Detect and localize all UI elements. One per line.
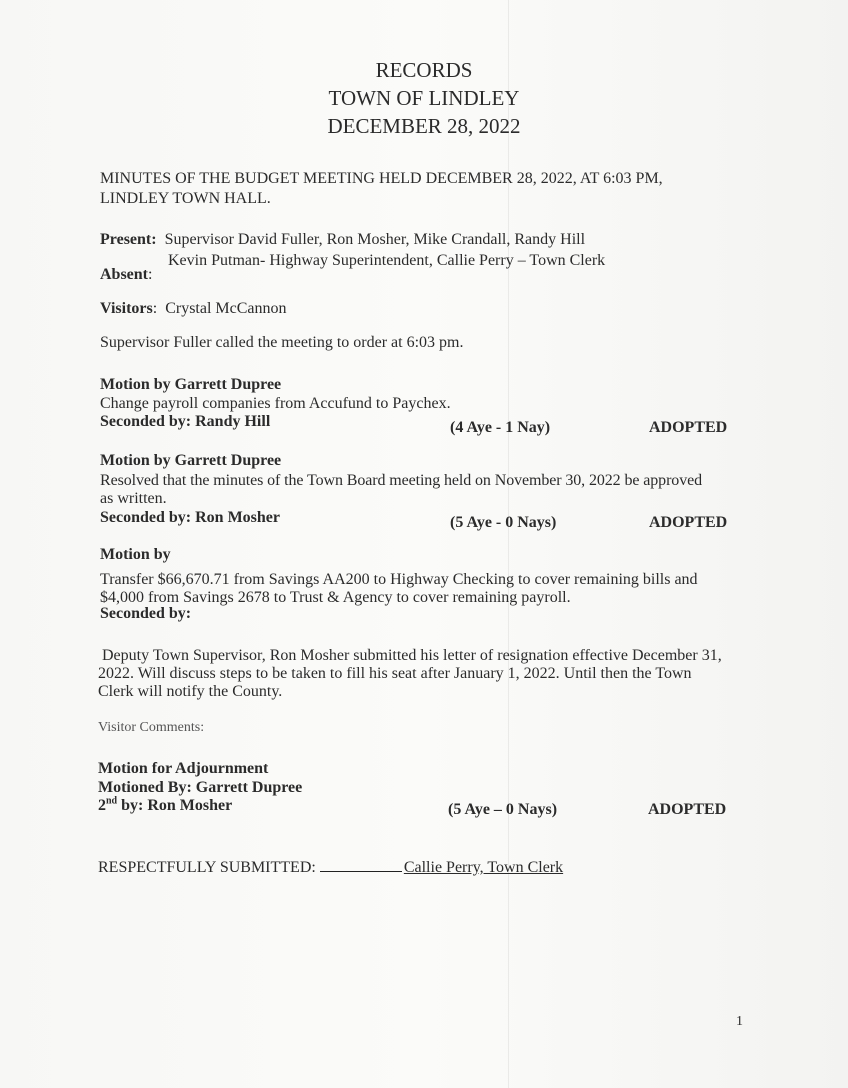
- motion-1-result: ADOPTED: [649, 419, 728, 436]
- records-heading: RECORDS: [375, 58, 473, 82]
- motion-1-vote: (4 Aye - 1 Nay): [450, 419, 551, 436]
- absent-row: Absent:: [100, 266, 153, 283]
- call-to-order: Supervisor Fuller called the meeting to order at 6:03 pm.: [100, 334, 464, 351]
- submitted-label: RESPECTFULLY SUBMITTED:: [98, 859, 316, 876]
- motion-2-heading: Motion by Garrett Dupree: [100, 452, 282, 469]
- adjournment-vote: (5 Aye – 0 Nays): [448, 801, 558, 818]
- adjournment-motioned: Motioned By: Garrett Dupree: [98, 779, 303, 796]
- adjournment-heading: Motion for Adjournment: [98, 760, 269, 777]
- page-number: 1: [736, 1014, 743, 1029]
- resignation-line-1: Deputy Town Supervisor, Ron Mosher submitted his letter of resignation effective December 31,: [102, 647, 722, 664]
- present-line-2: Kevin Putman- Highway Superintendent, Callie Perry – Town Clerk: [168, 252, 606, 269]
- intro-line-1: MINUTES OF THE BUDGET MEETING HELD DECEMBER 28, 2022, AT 6:03 PM,: [100, 170, 663, 187]
- resignation-line-2: 2022. Will discuss steps to be taken to fill his seat after January 1, 2022. Until then the Town: [98, 665, 692, 682]
- present-line-1: Supervisor David Fuller, Ron Mosher, Mike Crandall, Randy Hill: [164, 231, 586, 248]
- visitor-comments: Visitor Comments:: [98, 720, 205, 735]
- motion-2-seconded: Seconded by: Ron Mosher: [100, 509, 281, 526]
- signer-name: Callie Perry, Town Clerk: [403, 859, 564, 876]
- motion-3-text-1: Transfer $66,670.71 from Savings AA200 to Highway Checking to cover remaining bills and: [100, 571, 698, 588]
- absent-label: Absent: [100, 266, 149, 283]
- town-title: TOWN OF LINDLEY: [328, 86, 520, 110]
- motion-3-seconded: Seconded by:: [100, 605, 192, 622]
- meeting-date: DECEMBER 28, 2022: [327, 114, 521, 138]
- adjournment-second: 2nd by: Ron Mosher: [98, 795, 233, 814]
- motion-2-vote: (5 Aye - 0 Nays): [450, 514, 557, 531]
- motion-2-text-1: Resolved that the minutes of the Town Board meeting held on November 30, 2022 be approved: [100, 472, 702, 489]
- motion-1-heading: Motion by Garrett Dupree: [100, 376, 282, 393]
- motion-1-seconded: Seconded by: Randy Hill: [100, 413, 271, 430]
- signature-line: [320, 857, 402, 872]
- visitors-row: Visitors: Crystal McCannon: [100, 300, 287, 317]
- visitors-label: Visitors: [100, 300, 153, 317]
- motion-2-result: ADOPTED: [649, 514, 728, 531]
- visitors-value: Crystal McCannon: [165, 300, 287, 317]
- motion-3-heading: Motion by: [100, 546, 171, 563]
- motion-1-text: Change payroll companies from Accufund to Paychex.: [100, 395, 451, 412]
- submitted-row: [98, 857, 563, 877]
- motion-3-text-2: $4,000 from Savings 2678 to Trust & Agency to cover remaining payroll.: [100, 589, 571, 606]
- adjournment-result: ADOPTED: [648, 801, 727, 818]
- intro-line-2: LINDLEY TOWN HALL.: [100, 190, 271, 207]
- resignation-line-3: Clerk will notify the County.: [98, 683, 283, 700]
- present-label: Present: [100, 231, 152, 248]
- motion-2-text-2: as written.: [100, 490, 167, 507]
- present-row: Present: Supervisor David Fuller, Ron Mosher, Mike Crandall, Randy Hill: [100, 231, 586, 248]
- page-fold: [508, 0, 509, 1088]
